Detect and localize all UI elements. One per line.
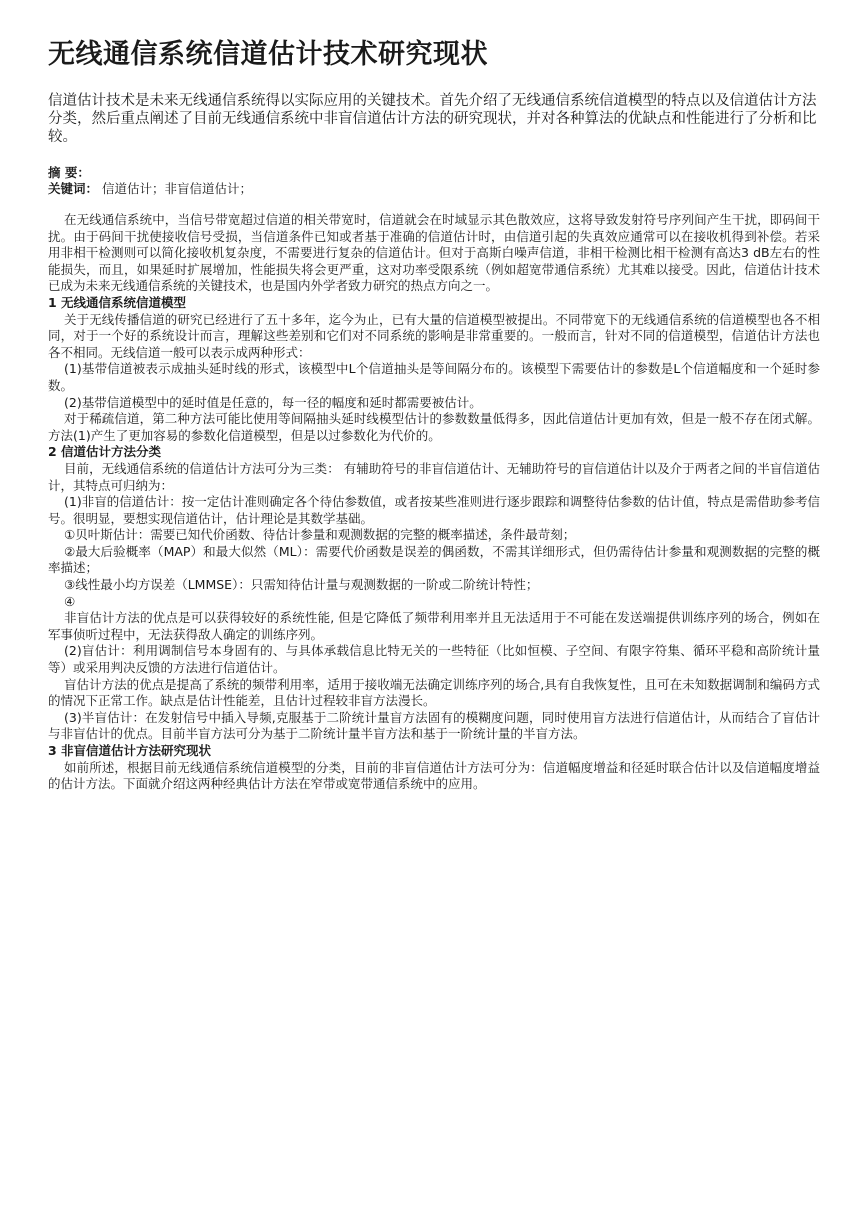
paragraph: (2)基带信道模型中的延时值是任意的，每一径的幅度和延时都需要被估计。 bbox=[64, 394, 482, 410]
paragraph: (1)非盲的信道估计：按一定估计准则确定各个待估参数值，或者按某些准则进行逐步跟踪和调整待估参数的估计值，特点是需借助参考信号。很明显，要想实现信道估计，估计理论是其数学基础。 bbox=[48, 494, 820, 526]
paragraph: (1)基带信道被表示成抽头延时线的形式，该模型中L个信道抽头是等间隔分布的。该模型下需要估计的参数是L个信道幅度和一个延时参数。 bbox=[48, 361, 820, 393]
abstract-text: 信道估计技术是未来无线通信系统得以实际应用的关键技术。首先介绍了无线通信系统信道模型的特点以及信道估计方法分类，然后重点阐述了目前无线通信系统中非盲信道估计方法的研究现状，并对各种算法的优缺点和性能进行了分析和比较。 bbox=[48, 93, 817, 145]
section-heading-2: 2 信道估计方法分类 bbox=[48, 444, 162, 460]
paragraph: ①贝叶斯估计：需要已知代价函数、待估计参量和观测数据的完整的概率描述，条件最苛刻； bbox=[64, 527, 576, 543]
meta-block bbox=[48, 165, 818, 197]
paragraph: 对于稀疏信道，第二种方法可能比使用等间隔抽头延时线模型估计的参数数量低得多，因此信道估计更加有效，但是一般不存在闭式解。方法(1)产生了更加容易的参数化信道模型，但是以过参数化为代价的。 bbox=[48, 411, 820, 443]
paragraph: 如前所述，根据目前无线通信系统信道模型的分类，目前的非盲信道估计方法可分为：信道幅度增益和径延时联合估计以及信道幅度增益的估计方法。下面就介绍这两种经典估计方法在窄带或宽带通信系统中的应用。 bbox=[48, 759, 820, 792]
paragraph: (2)盲估计：利用调制信号本身固有的、与具体承载信息比特无关的一些特征（比如恒模、子空间、有限字符集、循环平稳和高阶统计量等）或采用判决反馈的方法进行信道估计。 bbox=[48, 643, 820, 676]
intro-paragraph: 在无线通信系统中，当信号带宽超过信道的相关带宽时，信道就会在时域显示其色散效应，这将导致发射符号序列间产生干扰，即码间干扰。由于码间干扰使接收信号受损，当信道条件已知或者基于准确的信道估计时，由信道引起的失真效应通常可以在接收机得到补偿。若采用非相干检测则可以简化接收机复杂度，不需要进行复杂的信道估计。但对于高斯白噪声信道，非相干检测比相干检测有高达3 dB左右的性能损失，而且，如果延时扩展增加，性能损失将会更严重，这对功率受限系统（例如超宽带通信系统）尤其难以接受。因此，信道估计技术已成为未来无线通信系统的关键技术，也是国内外学者致力研究的热点方向之一。 bbox=[48, 212, 820, 294]
paragraph: 盲估计方法的优点是提高了系统的频带利用率，适用于接收端无法确定训练序列的场合,具有自我恢复性，且可在未知数据调制和编码方式的情况下正常工作。缺点是估计性能差，且估计过程较非盲方法漫长。 bbox=[48, 676, 820, 709]
paragraph: ③线性最小均方误差（LMMSE）：只需知待估计量与观测数据的一阶或二阶统计特性； bbox=[64, 577, 539, 593]
keywords-line bbox=[48, 181, 818, 197]
keywords-value: 信道估计；非盲信道估计； bbox=[102, 181, 253, 196]
paragraph: 关于无线传播信道的研究已经进行了五十多年，迄今为止，已有大量的信道模型被提出。不同带宽下的无线通信系统的信道模型也各不相同，对于一个好的系统设计而言，理解这些差别和它们对不同系统的影响是非常重要的。一般而言，针对不同的信道模型，信道估计方法也各不相同。无线信道一般可以表示成两种形式： bbox=[48, 311, 820, 360]
paragraph: 目前，无线通信系统的信道估计方法可分为三类： 有辅助符号的非盲信道估计、无辅助符号的盲信道估计以及介于两者之间的半盲信道估计，其特点可归纳为： bbox=[48, 460, 820, 493]
article-body bbox=[48, 212, 820, 793]
document-title: 无线通信系统信道估计技术研究现状 bbox=[48, 39, 488, 70]
paragraph: ②最大后验概率（MAP）和最大似然（ML）：需要代价函数是误差的偶函数，不需其详细形式，但仍需待估计参量和观测数据的完整的概率描述； bbox=[48, 543, 820, 576]
keywords-label: 关键词： bbox=[48, 181, 99, 196]
paragraph: ④ bbox=[64, 593, 76, 609]
summary-label: 摘 要： bbox=[48, 165, 90, 180]
summary-line bbox=[48, 165, 818, 181]
paragraph: (3)半盲估计：在发射信号中插入导频,克服基于二阶统计量盲方法固有的模糊度问题，同时使用盲方法进行信道估计，从而结合了盲估计与非盲估计的优点。目前半盲方法可分为基于二阶统计量半盲方法和基于一阶统计量的半盲方法。 bbox=[48, 709, 820, 742]
section-heading-3: 3 非盲信道估计方法研究现状 bbox=[48, 743, 212, 758]
paragraph: 非盲估计方法的优点是可以获得较好的系统性能, 但是它降低了频带利用率并且无法适用于不可能在发送端提供训练序列的场合，例如在军事侦听过程中，无法获得敌人确定的训练序列。 bbox=[48, 610, 820, 642]
section-heading-1: 1 无线通信系统信道模型 bbox=[48, 294, 187, 310]
